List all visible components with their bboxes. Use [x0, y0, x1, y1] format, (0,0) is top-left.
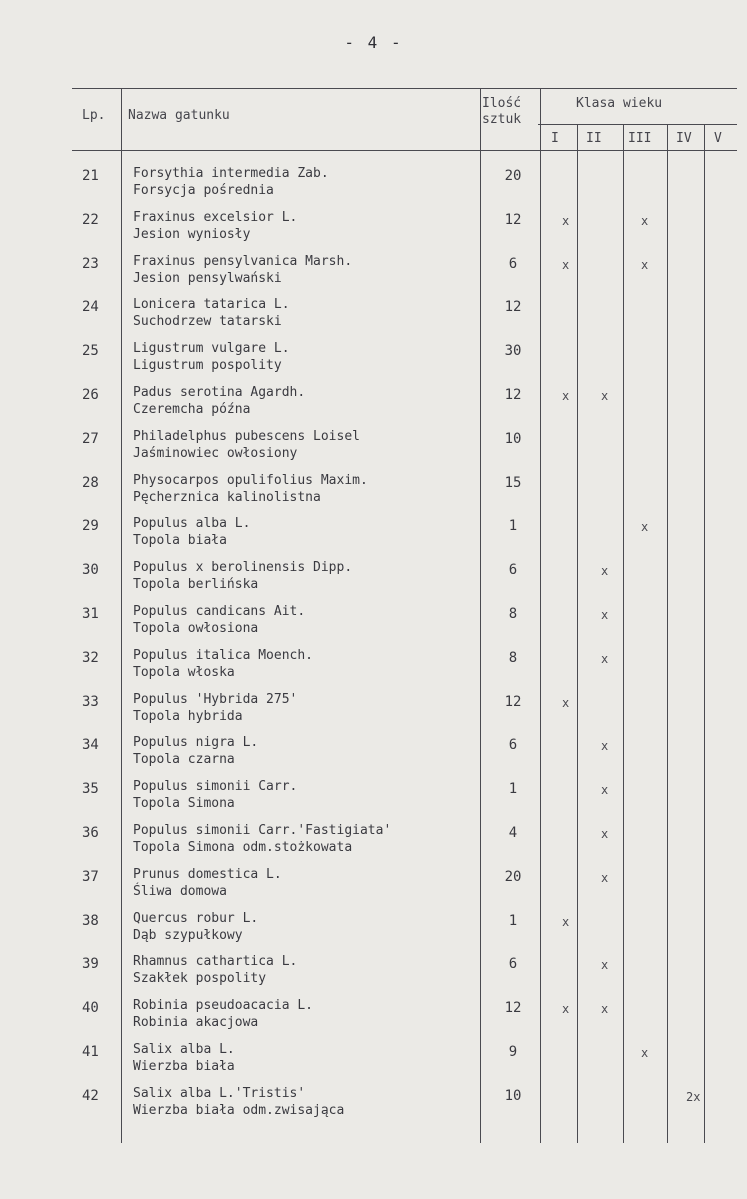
species-polish-name: Topola czarna	[133, 752, 235, 767]
row-number: 24	[82, 299, 99, 315]
species-polish-name: Topola hybrida	[133, 709, 243, 724]
row-number: 31	[82, 606, 99, 622]
quantity: 4	[508, 825, 518, 841]
age-class-mark: x	[601, 958, 609, 972]
quantity: 6	[508, 256, 518, 272]
header-qty-line2: sztuk	[482, 112, 522, 127]
species-latin-name: Populus simonii Carr.'Fastigiata'	[133, 823, 392, 838]
quantity: 12	[504, 694, 522, 710]
species-latin-name: Salix alba L.'Tristis'	[133, 1086, 306, 1101]
species-latin-name: Salix alba L.	[133, 1042, 235, 1057]
row-number: 27	[82, 431, 99, 447]
row-number: 38	[82, 913, 99, 929]
age-class-mark: x	[641, 1046, 649, 1060]
column-divider-class-4	[704, 124, 705, 1143]
species-latin-name: Forsythia intermedia Zab.	[133, 166, 329, 181]
row-number: 22	[82, 212, 99, 228]
species-latin-name: Fraxinus pensylvanica Marsh.	[133, 254, 353, 269]
row-number: 35	[82, 781, 99, 797]
row-number: 39	[82, 956, 99, 972]
age-class-mark: x	[601, 1002, 609, 1016]
quantity: 15	[504, 475, 522, 491]
species-latin-name: Rhamnus cathartica L.	[133, 954, 298, 969]
column-divider-class-1	[577, 124, 578, 1143]
row-number: 42	[82, 1088, 99, 1104]
species-latin-name: Lonicera tatarica L.	[133, 297, 290, 312]
species-latin-name: Philadelphus pubescens Loisel	[133, 429, 360, 444]
species-polish-name: Suchodrzew tatarski	[133, 314, 282, 329]
species-polish-name: Pęcherznica kalinolistna	[133, 490, 321, 505]
column-divider-class-2	[623, 124, 624, 1143]
age-class-mark: x	[601, 652, 609, 666]
row-number: 32	[82, 650, 99, 666]
row-number: 37	[82, 869, 99, 885]
quantity: 10	[504, 431, 522, 447]
age-class-mark: x	[562, 915, 570, 929]
header-class-iv: IV	[676, 131, 692, 146]
species-polish-name: Topola Simona odm.stożkowata	[133, 840, 353, 855]
age-class-mark: x	[562, 696, 570, 710]
header-class-iii: III	[628, 131, 652, 146]
age-class-mark: x	[641, 258, 649, 272]
age-class-mark: x	[601, 739, 609, 753]
header-age-class: Klasa wieku	[576, 96, 663, 111]
header-qty-line1: Ilość	[482, 96, 522, 111]
quantity: 8	[508, 650, 518, 666]
species-polish-name: Jaśminowiec owłosiony	[133, 446, 298, 461]
row-number: 25	[82, 343, 99, 359]
species-polish-name: Wierzba biała	[133, 1059, 235, 1074]
species-polish-name: Jesion wyniosły	[133, 227, 251, 242]
species-latin-name: Populus italica Moench.	[133, 648, 314, 663]
quantity: 1	[508, 518, 518, 534]
species-polish-name: Dąb szypułkowy	[133, 928, 243, 943]
age-class-mark: x	[562, 258, 570, 272]
species-latin-name: Robinia pseudoacacia L.	[133, 998, 314, 1013]
row-number: 23	[82, 256, 99, 272]
age-class-mark: x	[601, 783, 609, 797]
quantity: 1	[508, 781, 518, 797]
quantity: 1	[508, 913, 518, 929]
row-number: 34	[82, 737, 99, 753]
age-class-mark: x	[641, 214, 649, 228]
age-class-mark: x	[601, 389, 609, 403]
species-polish-name: Wierzba biała odm.zwisająca	[133, 1103, 345, 1118]
quantity: 12	[504, 1000, 522, 1016]
age-class-mark: x	[641, 520, 649, 534]
quantity: 12	[504, 387, 522, 403]
species-polish-name: Topola włoska	[133, 665, 235, 680]
row-number: 28	[82, 475, 99, 491]
column-divider-class-3	[667, 124, 668, 1143]
page-number: - 4 -	[344, 33, 403, 52]
species-polish-name: Topola Simona	[133, 796, 235, 811]
row-number: 36	[82, 825, 99, 841]
species-polish-name: Robinia akacjowa	[133, 1015, 259, 1030]
age-class-mark: x	[601, 564, 609, 578]
row-number: 41	[82, 1044, 99, 1060]
row-number: 29	[82, 518, 99, 534]
quantity: 6	[508, 956, 518, 972]
age-class-mark: x	[562, 1002, 570, 1016]
species-latin-name: Ligustrum vulgare L.	[133, 341, 290, 356]
age-class-mark: x	[562, 389, 570, 403]
header-class-v: V	[714, 131, 722, 146]
quantity: 10	[504, 1088, 522, 1104]
species-latin-name: Populus 'Hybrida 275'	[133, 692, 298, 707]
column-divider-name	[480, 88, 481, 1143]
quantity: 30	[504, 343, 522, 359]
species-polish-name: Topola biała	[133, 533, 227, 548]
quantity: 9	[508, 1044, 518, 1060]
row-number: 26	[82, 387, 99, 403]
row-number: 21	[82, 168, 99, 184]
header-lp: Lp.	[82, 108, 106, 123]
species-polish-name: Topola berlińska	[133, 577, 259, 592]
age-class-mark: x	[562, 214, 570, 228]
age-class-mark: 2x	[686, 1090, 701, 1104]
quantity: 20	[504, 869, 522, 885]
quantity: 20	[504, 168, 522, 184]
species-latin-name: Populus candicans Ait.	[133, 604, 306, 619]
quantity: 6	[508, 737, 518, 753]
species-polish-name: Forsycja pośrednia	[133, 183, 274, 198]
species-latin-name: Populus x berolinensis Dipp.	[133, 560, 353, 575]
quantity: 12	[504, 299, 522, 315]
row-number: 40	[82, 1000, 99, 1016]
species-latin-name: Populus nigra L.	[133, 735, 259, 750]
species-latin-name: Prunus domestica L.	[133, 867, 282, 882]
row-number: 30	[82, 562, 99, 578]
class-subheader-line	[538, 124, 737, 125]
species-polish-name: Śliwa domowa	[133, 884, 227, 899]
header-class-i: I	[551, 131, 559, 146]
species-polish-name: Czeremcha późna	[133, 402, 251, 417]
species-polish-name: Jesion pensylwański	[133, 271, 282, 286]
header-name: Nazwa gatunku	[128, 108, 230, 123]
table-top-border	[72, 88, 737, 89]
row-number: 33	[82, 694, 99, 710]
age-class-mark: x	[601, 827, 609, 841]
species-polish-name: Ligustrum pospolity	[133, 358, 282, 373]
age-class-mark: x	[601, 608, 609, 622]
column-divider-lp	[121, 88, 122, 1143]
quantity: 6	[508, 562, 518, 578]
species-polish-name: Szakłek pospolity	[133, 971, 267, 986]
species-latin-name: Populus alba L.	[133, 516, 251, 531]
species-latin-name: Fraxinus excelsior L.	[133, 210, 298, 225]
quantity: 8	[508, 606, 518, 622]
quantity: 12	[504, 212, 522, 228]
species-latin-name: Quercus robur L.	[133, 911, 259, 926]
species-latin-name: Padus serotina Agardh.	[133, 385, 306, 400]
header-bottom-border	[72, 150, 737, 151]
species-polish-name: Topola owłosiona	[133, 621, 259, 636]
species-latin-name: Populus simonii Carr.	[133, 779, 298, 794]
species-latin-name: Physocarpos opulifolius Maxim.	[133, 473, 368, 488]
age-class-mark: x	[601, 871, 609, 885]
header-class-ii: II	[586, 131, 602, 146]
